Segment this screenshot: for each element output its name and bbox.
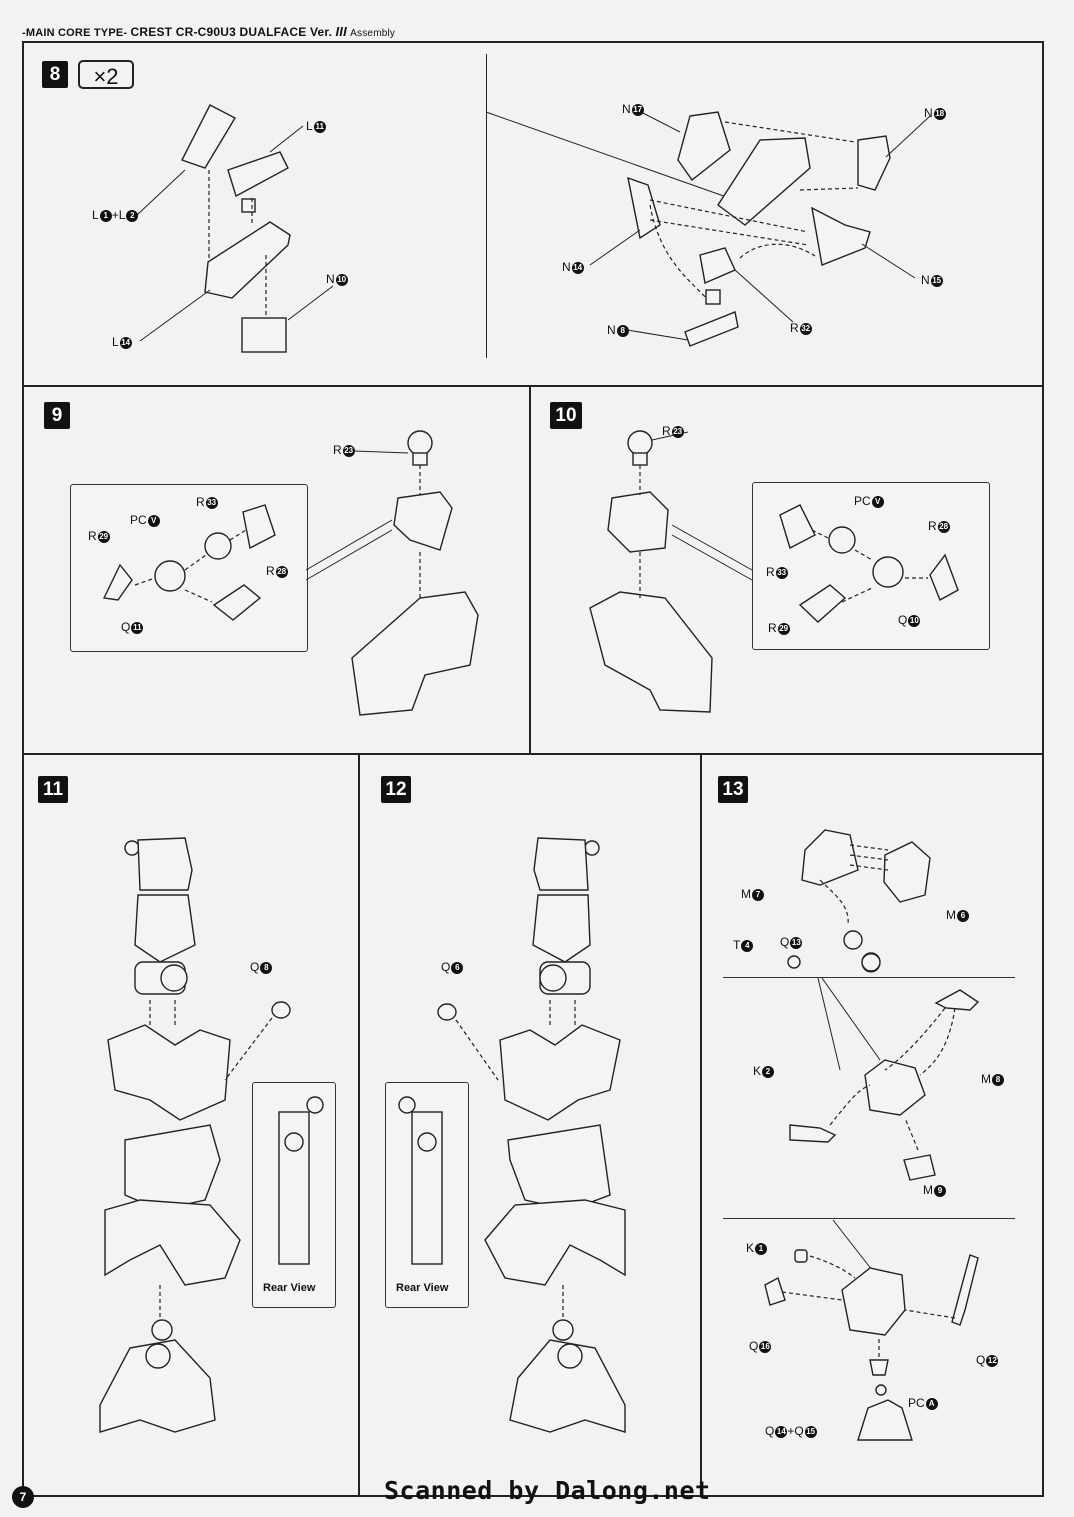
part-label-Q16: Q 16 [749,1339,770,1353]
part-label-R32: R 32 [790,321,811,335]
step-11-rear-view-label: Rear View [263,1282,316,1294]
part-label-R33: R 33 [766,565,787,579]
header-roman: III [335,24,347,39]
part-label-L1-L2: L 1 +L 2 [92,208,138,222]
part-label-T4: T 4 [733,938,753,952]
part-label-R29: R 29 [88,529,109,543]
part-label-N14: N 14 [562,260,583,274]
header-prefix: -MAIN CORE TYPE- [22,27,128,39]
step-13-number: 13 [718,776,748,803]
part-label-PCA: PC A [908,1396,938,1410]
step-10-number: 10 [550,402,582,429]
part-label-K1: K 1 [746,1241,767,1255]
step-9-diagram [104,431,478,715]
page-number: 7 [12,1486,34,1508]
part-label-Q14-Q15: Q 14 +Q 15 [765,1424,816,1438]
step-12-diagram [399,838,625,1432]
part-label-M6: M 6 [946,908,969,922]
part-label-Q12: Q 12 [976,1353,997,1367]
part-label-N8: N 8 [607,323,629,337]
part-label-N18: N 18 [924,106,945,120]
step-8-right-diagram [486,110,930,346]
part-label-R23: R 23 [333,443,354,457]
part-label-Q11: Q 11 [121,620,142,634]
scan-credit: Scanned by Dalong.net [384,1476,711,1505]
part-label-M7: M 7 [741,887,764,901]
part-label-R29: R 29 [768,621,789,635]
header-suffix: Assembly [350,28,396,39]
part-label-N15: N 15 [921,273,942,287]
part-label-R28: R 28 [928,519,949,533]
header-title: CREST CR-C90U3 DUALFACE Ver. [130,25,333,39]
part-label-N10: N 10 [326,272,347,286]
part-label-R23: R 23 [662,424,683,438]
step-8-number: 8 [42,61,68,88]
part-label-L11: L 11 [306,119,324,133]
step-11-diagram [100,838,323,1432]
part-label-Q13: Q 13 [780,935,801,949]
part-label-M9: M 9 [923,1183,946,1197]
part-label-M8: M 8 [981,1072,1004,1086]
part-label-N17: N 17 [622,102,643,116]
step-8-left-diagram [137,105,333,352]
part-label-PCV: PC V [130,513,160,527]
step-12-rear-view-label: Rear View [396,1282,449,1294]
part-label-R33: R 33 [196,495,217,509]
step-11-number: 11 [38,776,68,803]
step-8-multiplier: ×2 [78,60,134,89]
part-label-Q6: Q 6 [441,960,463,974]
part-label-K2: K 2 [753,1064,774,1078]
step-12-number: 12 [381,776,411,803]
step-9-number: 9 [44,402,70,429]
part-label-Q8: Q 8 [250,960,272,974]
part-label-Q10: Q 10 [898,613,919,627]
part-label-L14: L 14 [112,335,131,349]
part-label-R28: R 28 [266,564,287,578]
part-label-PCV: PC V [854,494,884,508]
